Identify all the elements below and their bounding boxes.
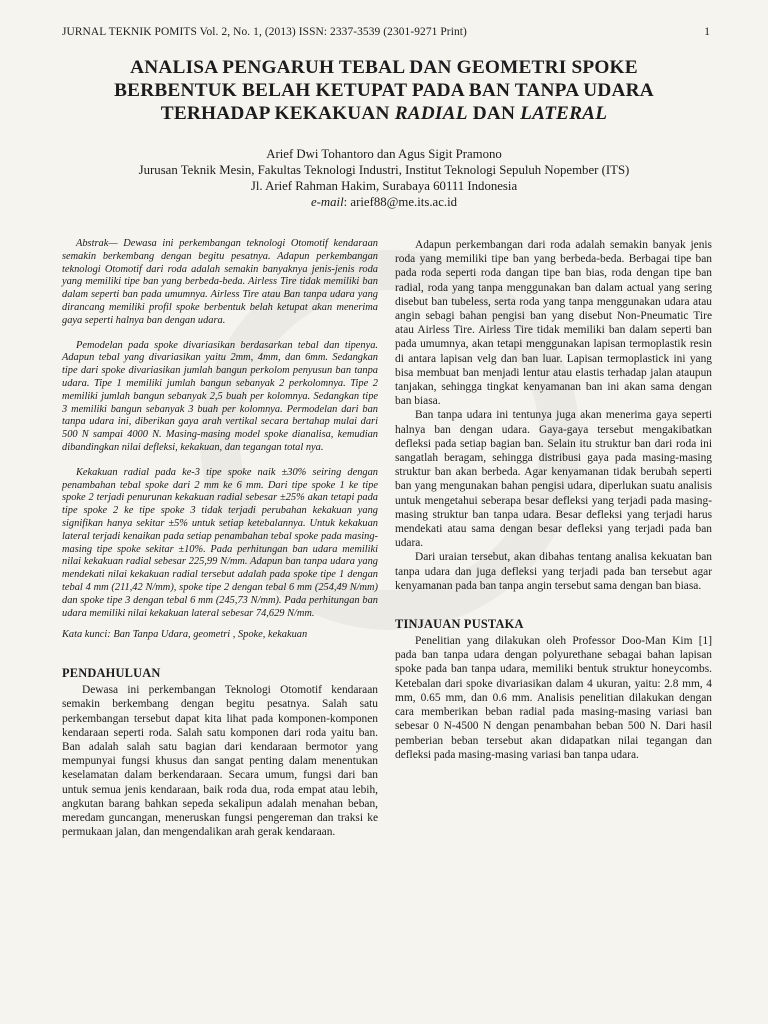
pendahuluan-paragraph-1: Dewasa ini perkembangan Teknologi Otomotif kendaraan semakin berkembang dengan begitu pesatnya. Salah satu perkembangan tersebut dapat kita lihat pada komponen-komponen kendaraan seperti roda. Salah satu komponen dari roda yaitu ban. Ban adalah salah satu bagian dari kendaraan bermotor yang mempunyai fungsi khusus dan sangat penting dalam menentukan keselamatan dalam berkendaraan. Secara umum, fungsi dari ban untuk semua jenis kendaraan, baik roda dua, roda empat atau lebih, angkutan barang bahkan sepeda sekalipun adalah menahan beban, meredam guncangan, meneruskan fungsi pengereman dan traksi ke permukaan jalan, dan mengendalikan arah gerak kendaraan.: [62, 684, 378, 839]
tinjauan-body: [395, 634, 712, 762]
abstract-gap: [62, 328, 378, 340]
abstract-gap: [62, 455, 378, 467]
left-column: [62, 238, 378, 839]
author-email: [40, 194, 728, 210]
title-line-3-part-c: DAN: [467, 103, 521, 124]
title-line-3: [40, 102, 728, 125]
section-heading-pendahuluan: PENDAHULUAN: [62, 666, 161, 681]
keywords: Kata kunci: Ban Tanpa Udara, geometri , Spoke, kekakuan: [62, 629, 308, 641]
section-heading-tinjauan-pustaka: TINJAUAN PUSTAKA: [395, 617, 524, 632]
author-affiliation: Jurusan Teknik Mesin, Fakultas Teknologi Industri, Institut Teknologi Sepuluh Nopember (ITS): [138, 163, 630, 177]
author-block: [40, 146, 728, 210]
abstract-paragraph-3: Kekakuan radial pada ke-3 tipe spoke naik ±30% seiring dengan penambahan tebal spoke dari 2 mm ke 6 mm. Dari tipe spoke 1 ke tipe spoke 2 terjadi penurunan kekakuan radial sebesar ±25% akan tetapi pada tipe spoke 2 ke tipe spoke 3 tidak terjadi perubahan kekakuan yang signifikan hanya sekitar ±5% untuk setiap ketebalannya. Untuk kekakuan lateral terjadi kenaikan pada setiap penambahan tebal spoke pada masing-masing tipe spoke sekitar ±10%. Pada perhitungan ban udara memiliki nilai kekakuan radial sebesar 225,99 N/mm. Adapun ban tanpa udara yang mendekati nilai kekakuan radial tersebut adalah pada spoke tipe 1 dengan tebal 4 mm (211,42 N/mm), spoke tipe 2 dengan tebal 6 mm (254,49 N/mm) dan spoke tipe 3 dengan tebal 6 mm (245,73 N/mm). Pada perhitungan ban udara memiliki nilai kekakuan lateral sebesar 74,629 N/mm.: [62, 466, 378, 619]
title-line-3-radial: RADIAL: [394, 103, 468, 124]
title-line-3-lateral: LATERAL: [520, 103, 608, 124]
paper-title: [40, 56, 728, 125]
right-paragraph-3: Dari uraian tersebut, akan dibahas tentang analisa kekuatan ban tanpa udara dan juga defleksi yang terjadi pada ban tersebut agar kenyamanan pada ban tanpa angin tersebut sama dengan ban biasa.: [395, 551, 712, 592]
right-paragraph-2: Ban tanpa udara ini tentunya juga akan menerima gaya seperti halnya ban dengan udara. Gaya-gaya tersebut mengakibatkan defleksi pada setiap bagian ban. Selain itu struktur ban dari roda ini sangatlah beragam, sehingga distribusi gaya pada masing-masing struktur ban akan berbeda. Agar kenyamanan tidak berubah seperti ban yang mengunakan bahan pengisi udara, diperlukan suatu analisis untuk mengetahui seberapa besar defleksi yang terjadi pada masing-masing struktur ban tanpa udara. Besar defleksi yang terjadi harus mendekati atau sama dengan besar defleksi yang terjadi pada ban udara.: [395, 409, 712, 550]
email-address: : arief88@me.its.ac.id: [343, 195, 458, 209]
introduction-continued: [395, 238, 712, 593]
journal-info: JURNAL TEKNIK POMITS Vol. 2, No. 1, (2013) ISSN: 2337-3539 (2301-9271 Print): [62, 26, 467, 38]
abstract-paragraph-1: Abstrak— Dewasa ini perkembangan teknologi Otomotif kendaraan semakin berkembang dengan begitu pesatnya. Adapun perkembangan teknologi Otomotif dari roda adalah semakin banyaknya jenis-jenis roda yang memiliki tipe ban yang berbeda-beda. Airless Tire tidak memiliki ban dalam seperti ban pada umumnya. Airless Tire atau Ban tanpa udara yang dirancang memiliki profil spoke berbentuk belah ketupat akan menerima gaya seperti halnya ban dengan udara.: [62, 238, 378, 326]
running-header: [62, 26, 710, 38]
abstract-paragraph-2: Pemodelan pada spoke divariasikan berdasarkan tebal dan tipenya. Adapun tebal yang divariasikan yaitu 2mm, 4mm, dan 6mm. Sedangkan tipe dari spoke divariasikan jumlah bangun perkolom penyusun ban tanpa udara. Tipe 1 memiliki jumlah bangun sebanyak 2 perkolomnya. Tipe 2 memiliki jumlah bangun sebanyak 2,5 buah per kolomnya. Sedangkan tipe 3 memiliki bangun sebanyak 3 buah per kolomnya. Permodelan dari ban tanpa udara ini, diberikan gaya arah vertikal secara bertahap mulai dari 500 N sampai 4000 N. Masing-masing model spoke dianalisa, kemudian dibandingkan nilai defleksi, kekakuan, dan tegangan total nya.: [62, 339, 378, 453]
author-names: Arief Dwi Tohantoro dan Agus Sigit Pramono: [266, 147, 502, 161]
pendahuluan-body: [62, 683, 378, 839]
author-address: Jl. Arief Rahman Hakim, Surabaya 60111 Indonesia: [250, 179, 518, 193]
right-paragraph-1: Adapun perkembangan dari roda adalah semakin banyak jenis roda yang memiliki tipe ban yang berbeda-beda. Berbagai tipe ban pada roda seperti roda dangan tipe ban bias, roda dengan tipe ban radial, roda yang tanpa menggunakan ban dalam actual yang sering disebut ban tubeless, serta roda yang tanpa menggunakan udara atau angin sebagi bahan pengisi ban yang disebut Non-Pneumatic Tire atau Airless Tire. Airless Tire tidak memiliki ban dalam seperti ban pada umumnya, akan tetapi menggunakan lapisan termoplastik resin di antara lapisan velg dan ban luar. Lapisan termoplastick ini yang bisa membuat ban menjadi lentur atau elastis terhadap jalan ataupun tanjakan, sehingga tingkat kenyamanan ban ini akan sama dengan ban biasa.: [395, 239, 712, 408]
page-number: 1: [704, 26, 710, 38]
email-label: e-mail: [310, 195, 344, 209]
title-line-2: BERBENTUK BELAH KETUPAT PADA BAN TANPA UDARA: [114, 80, 654, 101]
abstract: [62, 238, 378, 620]
tinjauan-paragraph-1: Penelitian yang dilakukan oleh Professor Doo-Man Kim [1] pada ban tanpa udara dengan polyurethane sebagai bahan lapisan spoke pada ban tanpa udara, memiliki bentuk struktur honeycombs. Ketebalan dari spoke divariasikan dalam 4 ukuran, yaitu: 2.8 mm, 4 mm, 0.65 mm, dan 0.6 mm. Analisis penelitian dilakukan dengan cara memberikan beban radial pada masing-masing variasi ban sebesar 0 N-4500 N dengan penambahan beban 500 N. Dari hasil pemberian beban tersebut akan didapatkan nilai tegangan dan defleksi pada masing-masing variasi ban tanpa udara.: [395, 635, 712, 761]
right-column: [395, 238, 712, 762]
title-line-3-part-a: TERHADAP KEKAKUAN: [160, 103, 395, 124]
title-line-1: ANALISA PENGARUH TEBAL DAN GEOMETRI SPOKE: [130, 57, 638, 78]
